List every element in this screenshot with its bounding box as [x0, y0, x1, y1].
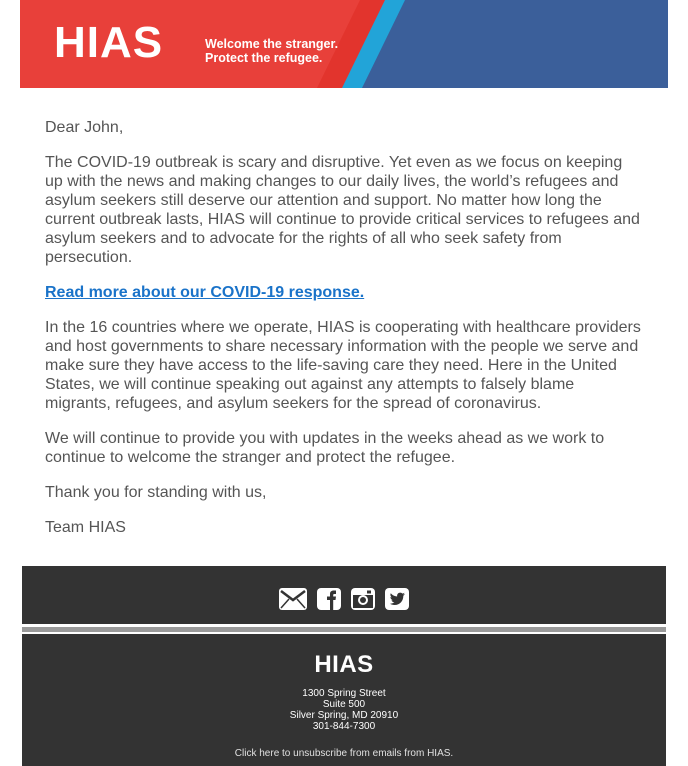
footer-phone: 301-844-7300	[312, 721, 376, 732]
footer	[22, 634, 666, 766]
instagram-icon[interactable]	[351, 588, 375, 615]
address-suite: Suite 500	[322, 699, 366, 710]
address-street: 1300 Spring Street	[302, 688, 386, 699]
letter-body	[45, 118, 643, 553]
footer-address	[22, 688, 666, 732]
signature: Team HIAS	[45, 519, 126, 536]
paragraph-1: The COVID-19 outbreak is scary and disruptive. Yet even as we focus on keeping up with the news and making changes to our daily lives, the world’s refugees and asylum seekers still deserve our attention and support. No matter how long the current outbreak lasts, HIAS will continue to provide critical services to refugees and asylum seekers and to advocate for the rights of all who seek safety from persecution.	[45, 154, 640, 266]
facebook-icon[interactable]	[317, 588, 341, 615]
banner-tagline	[205, 37, 338, 65]
greeting: Dear John,	[45, 119, 124, 136]
covid-response-paragraph	[45, 283, 643, 302]
footer-divider	[22, 624, 666, 634]
covid-response-link[interactable]: Read more about our COVID-19 response.	[45, 284, 365, 301]
divider-line	[22, 627, 666, 632]
tagline-line-2: Protect the refugee.	[205, 51, 323, 65]
paragraph-2: In the 16 countries where we operate, HIAS is cooperating with healthcare providers and host governments to share necessary information with the people we serve and make sure they have access to the life-saving care they need. Here in the United States, we will continue speaking out against any attempts to falsely blame migrants, refugees, and asylum seekers for the spread of coronavirus.	[45, 319, 641, 412]
social-icons	[22, 588, 666, 615]
twitter-icon[interactable]	[385, 588, 409, 615]
tagline-line-1: Welcome the stranger.	[205, 37, 339, 51]
footer-hias-logo[interactable]: HIAS	[314, 651, 374, 678]
closing: Thank you for standing with us,	[45, 484, 267, 501]
address-city: Silver Spring, MD 20910	[289, 710, 399, 721]
paragraph-3: We will continue to provide you with updates in the weeks ahead as we work to continue to welcome the stranger and protect the refugee.	[45, 430, 605, 466]
social-bar	[22, 566, 666, 624]
hias-logo[interactable]: HIAS	[54, 18, 164, 67]
unsubscribe-link[interactable]: Click here to unsubscribe from emails from HIAS.	[234, 748, 454, 759]
header-banner	[20, 0, 668, 88]
envelope-icon[interactable]	[279, 588, 307, 615]
